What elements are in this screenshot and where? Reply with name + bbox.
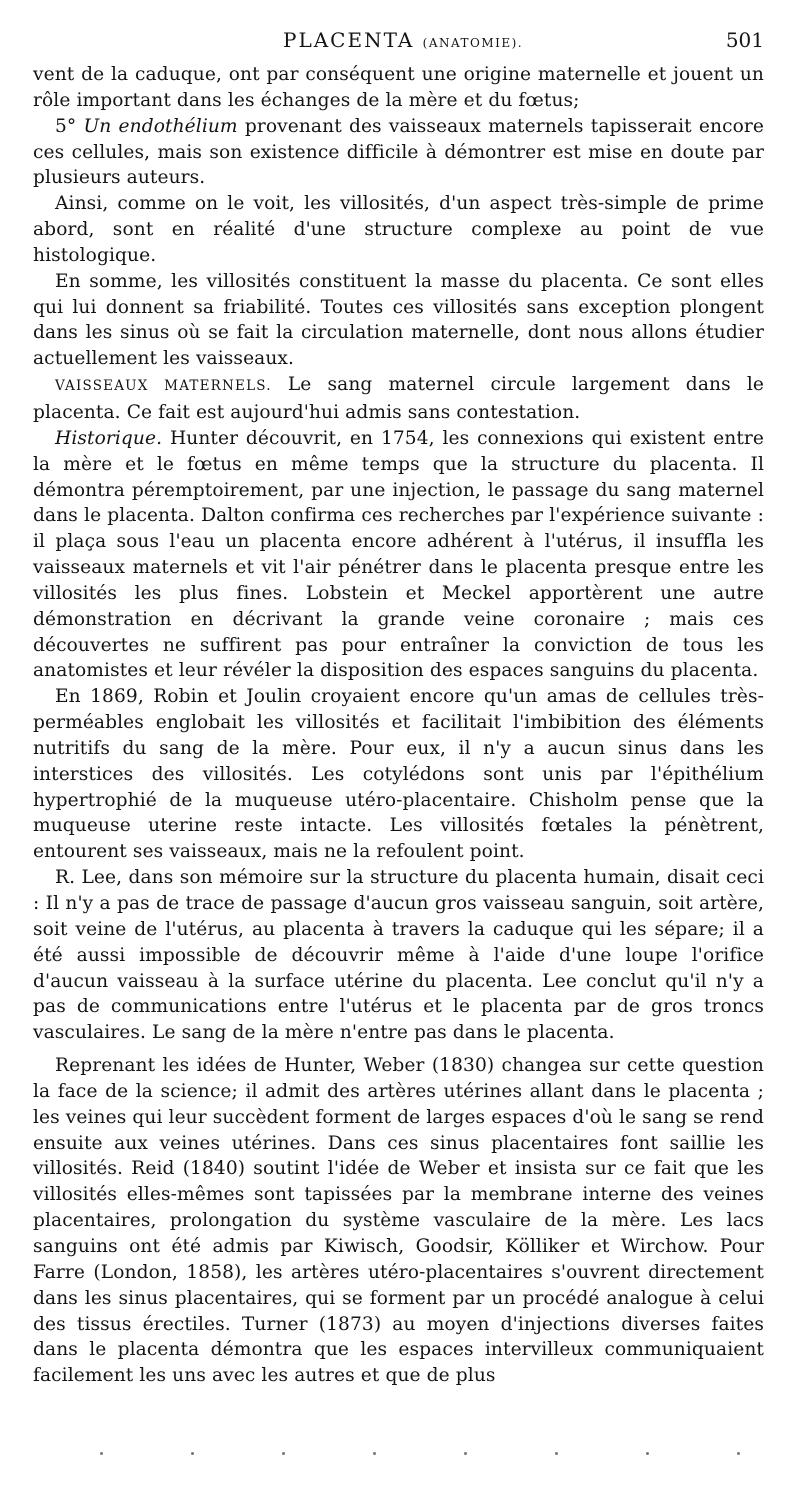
print-mark: [373, 1452, 376, 1455]
paragraph-5: [33, 372, 764, 426]
print-mark: [191, 1452, 194, 1455]
paragraph-8: R. Lee, dans son mémoire sur la structure du placenta humain, disait ceci : Il n'y a pas de trace de passage d'aucun gros vaisseau sanguin, soit artère, soit veine de l'utérus, au placenta à travers la caduque qui les sépare; il a été aussi impossible de découvrir même à l'aide d'une loupe l'orifice d'aucun vaisseau à la surface utérine du placenta. Lee conclut qu'il n'y a pas de communications entre l'utérus et le placenta par de gros troncs vasculaires. Le sang de la mère n'entre pas dans le placenta.: [33, 867, 764, 1044]
paragraph-5-text: Le sang maternel circule largement dans le placenta. Ce fait est aujourd'hui admis sans contestation.: [33, 374, 764, 423]
paragraph-2: [33, 114, 764, 192]
print-mark: [282, 1452, 285, 1455]
italic-term: Un endothélium: [83, 115, 238, 137]
running-title: [283, 28, 523, 52]
print-mark: [555, 1452, 558, 1455]
page-bottom-marks: [100, 1452, 740, 1458]
paragraph-6-text: Hunter découvrit, en 1754, les connexions qui existent entre la mère et le fœtus en même temps que la structure du placenta. Il démontra péremptoirement, par une injection, le passage du sang maternel dans le placenta. Dalton confirma ces recherches par l'expérience suivante : il plaça sous l'eau un placenta encore adhérent à l'utérus, il insuffla les vaisseaux maternels et vit l'air pénétrer dans le placenta presque entre les villosités les plus fines. Lobstein et Meckel apportèrent une autre démonstration en décrivant la grande veine coronaire ; mais ces découvertes ne suffirent pas pour entraîner la conviction de tous les anatomistes et leur révéler la disposition des espaces sanguins du placenta.: [33, 427, 764, 682]
print-mark: [646, 1452, 649, 1455]
paragraph-1: vent de la caduque, ont par conséquent une origine maternelle et jouent un rôle important dans les échanges de la mère et du fœtus;: [33, 64, 764, 111]
paragraph-6: [33, 426, 764, 684]
paragraph-3: Ainsi, comme on le voit, les villosités, d'un aspect très-simple de prime abord, sont en réalité d'une structure complexe au point de vue histologique.: [33, 193, 764, 266]
section-heading: VAISSEAUX MATERNELS.: [55, 378, 272, 395]
paragraph-2-text: provenant des vaisseaux maternels tapisserait encore ces cellules, mais son existence difficile à démontrer est mise en doute par plusieurs auteurs.: [33, 115, 764, 189]
body-text: [33, 62, 764, 1389]
running-title-main: PLACENTA: [283, 28, 415, 52]
print-mark: [464, 1452, 467, 1455]
print-mark: [100, 1452, 103, 1455]
print-mark: [737, 1452, 740, 1455]
running-header: [33, 28, 764, 62]
paragraph-7: En 1869, Robin et Joulin croyaient encore qu'un amas de cellules très-perméables englobait les villosités et facilitait l'imbibition des éléments nutritifs du sang de la mère. Pour eux, il n'y a aucun sinus dans les interstices des villosités. Les cotylédons sont unis par l'épithélium hypertrophié de la muqueuse utéro-placentaire. Chisholm pense que la muqueuse uterine reste intacte. Les villosités fœtales la pénètrent, entourent ses vaisseaux, mais ne la refoulent point.: [33, 686, 764, 863]
paragraph-4: En somme, les villosités constituent la masse du placenta. Ce sont elles qui lui donnent sa friabilité. Toutes ces villosités sans exception plongent dans les sinus où se fait la circulation maternelle, dont nous allons étudier actuellement les vaisseaux.: [33, 270, 764, 370]
subsection-heading: Historique.: [55, 427, 163, 449]
running-title-section: (ANATOMIE).: [422, 36, 524, 50]
list-number: 5°: [55, 115, 77, 137]
page-number: 501: [725, 28, 764, 52]
paragraph-9: Reprenant les idées de Hunter, Weber (1830) changea sur cette question la face de la science; il admit des artères utérines allant dans le placenta ; les veines qui leur succèdent forment de larges espaces d'où le sang se rend ensuite aux veines utérines. Dans ces sinus placentaires font saillie les villosités. Reid (1840) soutint l'idée de Weber et insista sur ce fait que les villosités elles-mêmes sont tapissées par la membrane interne des veines placentaires, prolongation du système vasculaire de la mère. Les lacs sanguins ont été admis par Kiwisch, Goodsir, Kölliker et Wirchow. Pour Farre (London, 1858), les artères utéro-placentaires s'ouvrent directement dans les sinus placentaires, qui se forment par un procédé analogue à celui des tissus érectiles. Turner (1873) au moyen d'injections diverses faites dans le placenta démontra que les espaces intervilleux communiquaient facilement les uns avec les autres et que de plus: [33, 1055, 765, 1387]
